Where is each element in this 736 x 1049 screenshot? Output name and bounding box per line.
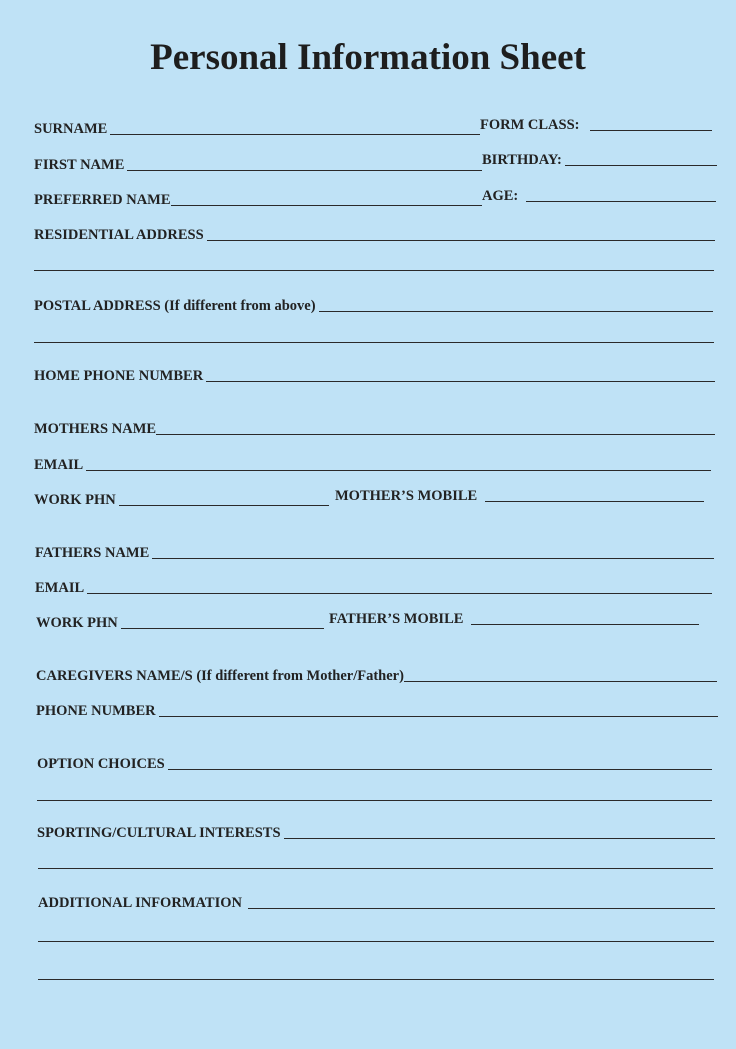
caregivers-name-field[interactable] (404, 681, 717, 682)
mother-work-phone-field[interactable] (119, 505, 329, 506)
mother-email-row (34, 453, 711, 473)
birthday-row (482, 148, 717, 168)
father-email-label: EMAIL (35, 580, 85, 596)
mother-work-phone-row (34, 488, 329, 508)
fathers-name-field[interactable] (152, 558, 714, 559)
mothers-name-row (34, 417, 715, 437)
option-choices-field[interactable] (168, 769, 712, 770)
option-choices-line-2[interactable] (37, 800, 712, 801)
fathers-mobile-field[interactable] (471, 624, 699, 625)
father-work-phone-row (36, 611, 324, 631)
surname-label: SURNAME (34, 121, 108, 137)
mothers-name-label: MOTHERS NAME (34, 421, 157, 437)
phone-number-label: PHONE NUMBER (36, 703, 156, 719)
postal-address-label: POSTAL ADDRESS (If different from above) (34, 298, 316, 314)
father-work-phone-field[interactable] (121, 628, 324, 629)
home-phone-label: HOME PHONE NUMBER (34, 368, 204, 384)
option-choices-row (37, 752, 712, 772)
preferred-name-row (34, 188, 482, 208)
additional-info-field[interactable] (248, 908, 715, 909)
sporting-cultural-line-2[interactable] (38, 868, 713, 869)
preferred-name-label: PREFERRED NAME (34, 192, 171, 208)
phone-number-row (36, 699, 718, 719)
form-class-label: FORM CLASS: (480, 117, 580, 133)
postal-address-field[interactable] (319, 311, 713, 312)
mothers-name-field[interactable] (156, 434, 715, 435)
option-choices-label: OPTION CHOICES (37, 756, 165, 772)
fathers-mobile-row (329, 607, 699, 627)
postal-address-line-2[interactable] (34, 342, 714, 343)
additional-info-row (38, 891, 715, 911)
mother-work-phone-label: WORK PHN (34, 492, 116, 508)
mother-email-field[interactable] (86, 470, 711, 471)
sporting-cultural-label: SPORTING/CULTURAL INTERESTS (37, 825, 281, 841)
fathers-name-label: FATHERS NAME (35, 545, 150, 561)
age-field[interactable] (526, 201, 716, 202)
birthday-field[interactable] (565, 165, 717, 166)
surname-field[interactable] (110, 134, 480, 135)
mothers-mobile-row (335, 484, 704, 504)
residential-address-row (34, 223, 715, 243)
age-label: AGE: (482, 188, 519, 204)
birthday-label: BIRTHDAY: (482, 152, 562, 168)
age-row (482, 184, 716, 204)
sporting-cultural-field[interactable] (284, 838, 715, 839)
caregivers-name-row (36, 664, 717, 684)
mothers-mobile-field[interactable] (485, 501, 704, 502)
page-title: Personal Information Sheet (150, 37, 586, 78)
father-email-field[interactable] (87, 593, 712, 594)
surname-row (34, 117, 480, 137)
additional-info-line-2[interactable] (38, 941, 714, 942)
postal-address-row (34, 294, 713, 314)
preferred-name-field[interactable] (171, 205, 482, 206)
form-class-field[interactable] (590, 130, 713, 131)
caregivers-name-label: CAREGIVERS NAME/S (If different from Mother/Father) (36, 668, 404, 684)
residential-address-label: RESIDENTIAL ADDRESS (34, 227, 204, 243)
residential-address-field[interactable] (207, 240, 715, 241)
mother-email-label: EMAIL (34, 457, 84, 473)
residential-address-line-2[interactable] (34, 270, 714, 271)
mothers-mobile-label: MOTHER’S MOBILE (335, 488, 478, 504)
home-phone-row (34, 364, 715, 384)
fathers-name-row (35, 541, 714, 561)
first-name-row (34, 153, 482, 173)
father-email-row (35, 576, 712, 596)
sporting-cultural-row (37, 821, 715, 841)
phone-number-field[interactable] (159, 716, 718, 717)
form-class-row (480, 113, 712, 133)
first-name-label: FIRST NAME (34, 157, 125, 173)
home-phone-field[interactable] (206, 381, 715, 382)
first-name-field[interactable] (127, 170, 482, 171)
father-work-phone-label: WORK PHN (36, 615, 118, 631)
fathers-mobile-label: FATHER’S MOBILE (329, 611, 464, 627)
additional-info-line-3[interactable] (38, 979, 714, 980)
additional-info-label: ADDITIONAL INFORMATION (38, 895, 242, 911)
